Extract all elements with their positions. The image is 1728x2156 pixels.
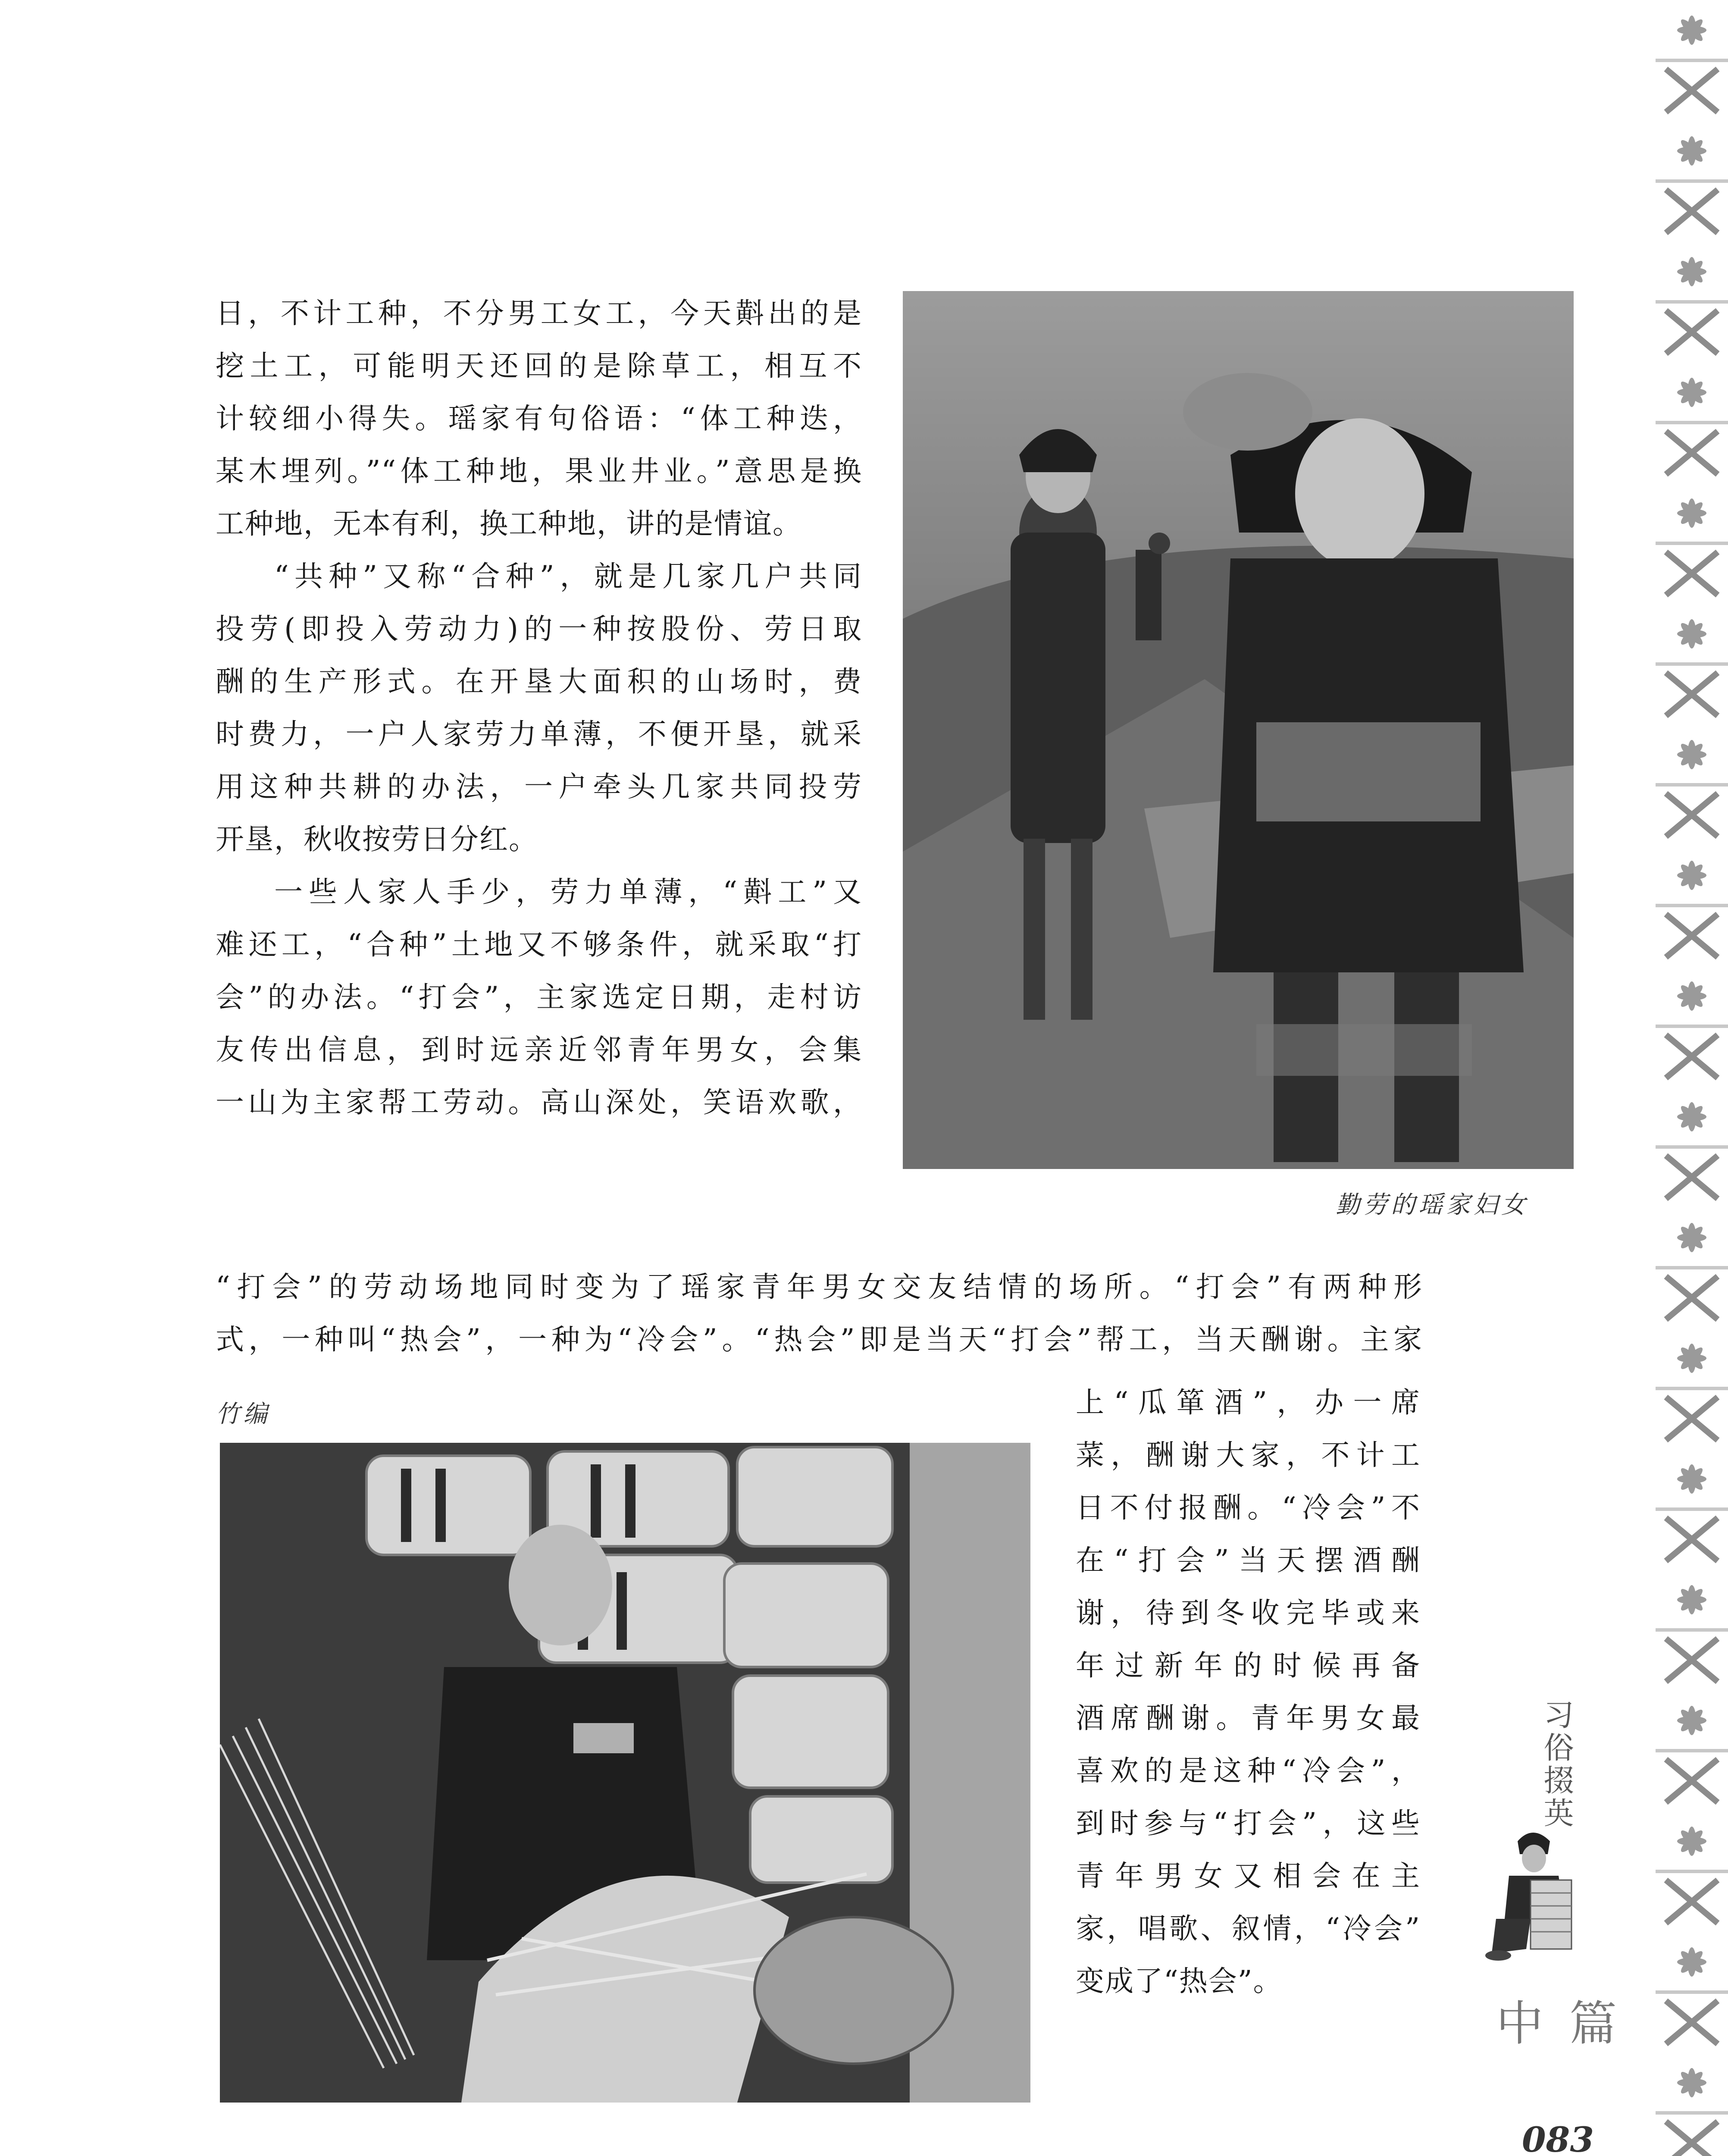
decorative-border-band — [1656, 0, 1728, 2156]
paragraph-gongzhong: “共种”又称“合种”，就是几家几户共同 投劳(即投入劳动力)的一种按股份、劳日取 酬的生产形式。在开垦大面积的山场时，费 时费力，一户人家劳力单薄，不便开垦，就采 用这种共耕的办法，一户牵头几家共同投劳 开垦，秋收按劳日分红。 — [216, 560, 862, 856]
side-section-title: 习俗掇英 — [1539, 1699, 1574, 1830]
yao-figure-illustration — [1479, 1824, 1587, 1966]
caption-women-photo: 勤劳的瑶家妇女 — [1336, 1191, 1529, 1219]
section-label: 中篇 — [1496, 1996, 1643, 2051]
caption-bamboo-photo: 竹编 — [216, 1400, 271, 1428]
border-pattern-icon — [1656, 0, 1728, 2156]
paragraph-top: 日，不计工种，不分男工女工，今天斢出的是 挖土工，可能明天还回的是除草工，相互不 计较细小得失。瑶家有句俗语：“体工种迭， 某木埋列。”“体工种地，果业井业。”意思是换 工种地，无本有利，换工种地，讲的是情谊。 — [216, 297, 862, 540]
paragraph-dahui-wide: “打会”的劳动场地同时变为了瑶家青年男女交友结情的场所。“打会”有两种形 式，一种叫“热会”，一种为“冷会”。“热会”即是当天“打会”帮工，当天酬谢。主家 — [216, 1270, 1423, 1356]
photo-yao-women — [903, 291, 1574, 1169]
bamboo-weaving-image — [220, 1443, 1030, 2103]
yao-women-image — [903, 291, 1574, 1169]
photo-bamboo-weaving — [220, 1443, 1030, 2103]
paragraph-dahui-upper: 一些人家人手少，劳力单薄，“斢工”又 难还工，“合种”土地又不够条件，就采取“打 会”的办法。“打会”，主家选定日期，走村访 友传出信息，到时远亲近邻青年男女，会集 一山为主家帮工劳动。高山深处，笑语欢歌， — [216, 875, 862, 1119]
paragraph-dahui-right: 上“瓜箪酒”，办一席 菜，酬谢大家，不计工 日不付报酬。“冷会”不 在“打会”当天摆酒酬 谢，待到冬收完毕或来 年过新年的时候再备 酒席酬谢。青年男女最 喜欢的是这种“冷会”， 到时参与“打会”，这些 青年男女又相会在主 家，唱歌、叙情，“冷会” 变成了“热会”。 — [1076, 1386, 1421, 1998]
page-number: 083 — [1522, 2119, 1594, 2156]
seated-figure-icon — [1479, 1824, 1587, 1966]
